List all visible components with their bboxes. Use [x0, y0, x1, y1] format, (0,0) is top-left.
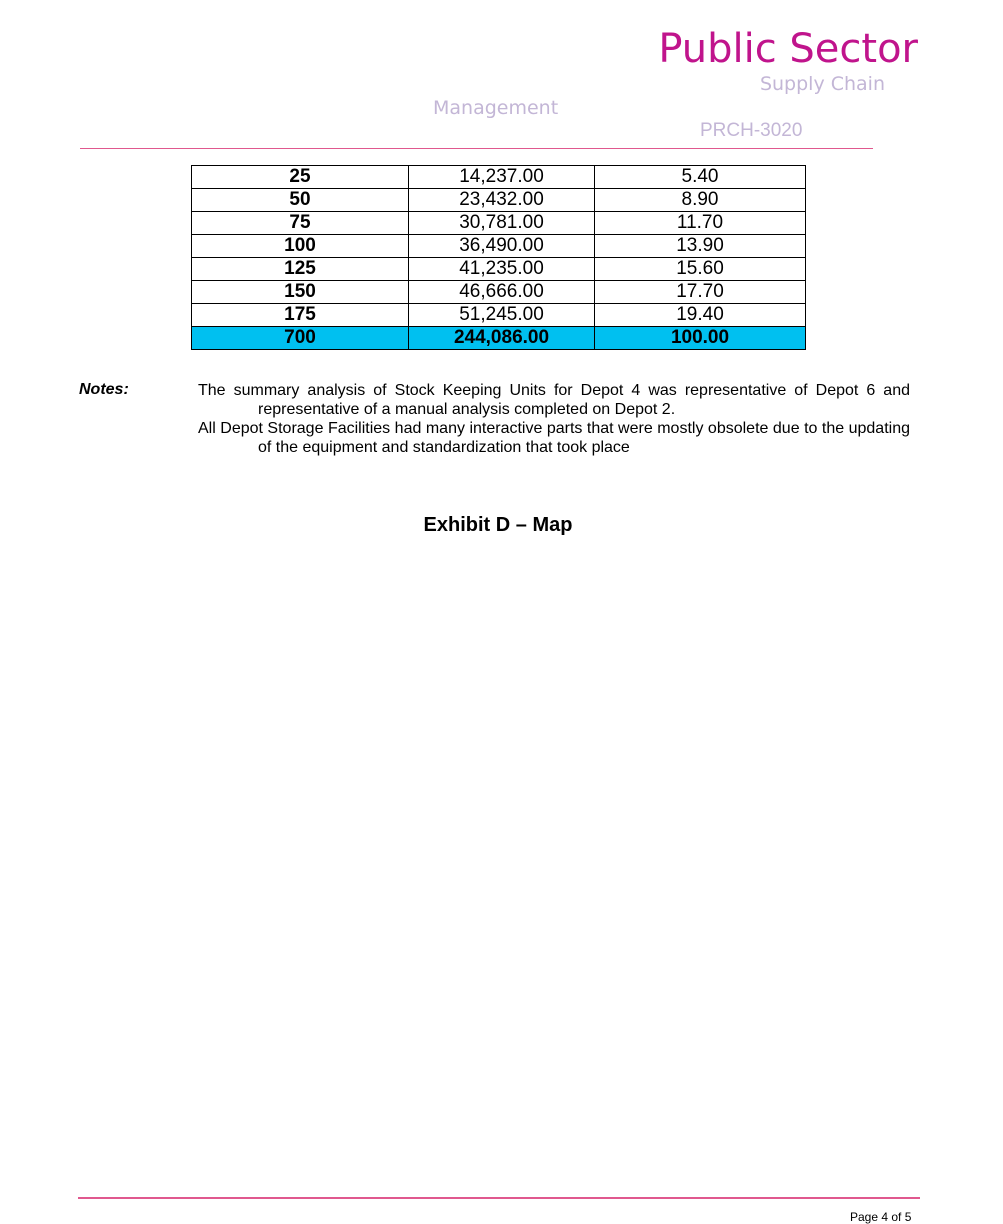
header-title: Public Sector	[658, 26, 918, 72]
table-cell: 17.70	[595, 281, 806, 304]
table-cell: 51,245.00	[409, 304, 595, 327]
notes-label: Notes:	[79, 381, 129, 398]
table-cell: 244,086.00	[409, 327, 595, 350]
header-subtitle-line2: Management	[433, 97, 559, 119]
table-row	[192, 166, 806, 189]
header-divider	[80, 148, 873, 149]
table-cell: 23,432.00	[409, 189, 595, 212]
table-row	[192, 258, 806, 281]
table-cell: 125	[192, 258, 409, 281]
table-cell: 175	[192, 304, 409, 327]
sku-summary-table	[191, 165, 806, 350]
notes-body	[198, 381, 910, 457]
header-subtitle-line1: Supply Chain	[759, 73, 885, 95]
table-cell: 36,490.00	[409, 235, 595, 258]
exhibit-title: Exhibit D – Map	[423, 514, 573, 536]
table-row	[192, 235, 806, 258]
table-cell: 8.90	[595, 189, 806, 212]
note-line: The summary analysis of Stock Keeping Units for Depot 4 was representative of Depot 6 and representative of a manual analysis completed on Depot 2.	[198, 382, 910, 418]
table-cell: 15.60	[595, 258, 806, 281]
table-cell: 14,237.00	[409, 166, 595, 189]
table-row	[192, 304, 806, 327]
table-cell: 700	[192, 327, 409, 350]
table-cell: 30,781.00	[409, 212, 595, 235]
table-cell: 13.90	[595, 235, 806, 258]
table-total-row	[192, 327, 806, 350]
table-cell: 50	[192, 189, 409, 212]
table-cell: 11.70	[595, 212, 806, 235]
table-cell: 41,235.00	[409, 258, 595, 281]
course-code: PRCH-3020	[700, 120, 803, 141]
table-row	[192, 189, 806, 212]
table-cell: 150	[192, 281, 409, 304]
footer-divider	[78, 1197, 920, 1199]
page-number: Page 4 of 5	[850, 1210, 912, 1224]
table-row	[192, 281, 806, 304]
table-cell: 25	[192, 166, 409, 189]
table-cell: 75	[192, 212, 409, 235]
note-line: All Depot Storage Facilities had many interactive parts that were mostly obsolete due to the updating of the equipment and standardization that took place	[198, 420, 910, 456]
table-cell: 100.00	[595, 327, 806, 350]
table-cell: 100	[192, 235, 409, 258]
table-row	[192, 212, 806, 235]
table-cell: 19.40	[595, 304, 806, 327]
table-cell: 46,666.00	[409, 281, 595, 304]
table-cell: 5.40	[595, 166, 806, 189]
